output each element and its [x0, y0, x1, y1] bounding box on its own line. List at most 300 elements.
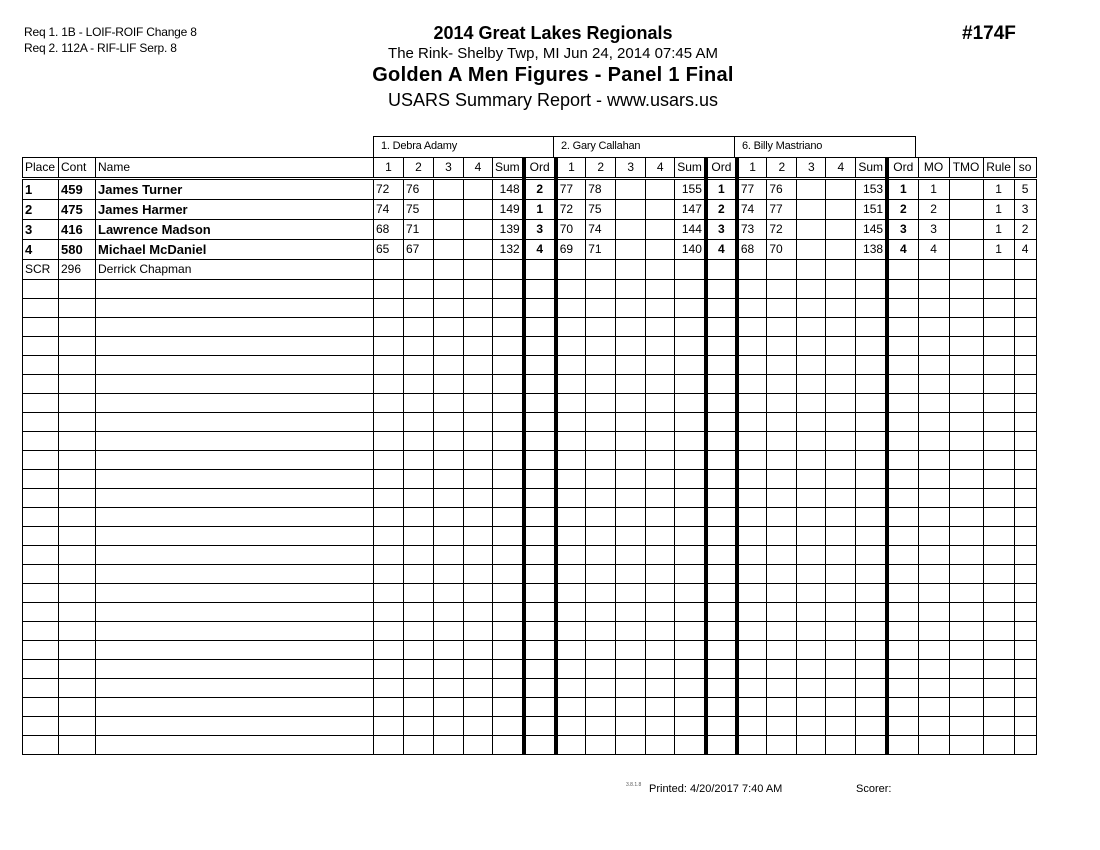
judge-1-score-cell: [434, 240, 464, 260]
empty-cell: [586, 736, 616, 755]
empty-cell: [23, 546, 59, 565]
empty-cell: [675, 641, 706, 660]
empty-cell: [826, 299, 856, 318]
empty-cell: [737, 584, 767, 603]
empty-cell: [949, 641, 983, 660]
empty-cell: [675, 603, 706, 622]
empty-row: [23, 565, 1037, 584]
empty-cell: [737, 679, 767, 698]
empty-cell: [556, 375, 586, 394]
requirement-1: Req 1. 1B - LOIF-ROIF Change 8: [24, 25, 197, 39]
empty-cell: [586, 318, 616, 337]
empty-cell: [59, 280, 96, 299]
empty-cell: [616, 356, 646, 375]
empty-cell: [556, 394, 586, 413]
empty-cell: [1014, 356, 1036, 375]
col-header-j2-2: 2: [586, 158, 616, 179]
empty-cell: [616, 527, 646, 546]
empty-cell: [949, 489, 983, 508]
judge-2-score-cell: 74: [586, 220, 616, 240]
judge-2-score-cell: [675, 260, 706, 280]
empty-cell: [556, 470, 586, 489]
empty-cell: [524, 280, 556, 299]
empty-cell: [524, 375, 556, 394]
judge-header-1: 1. Debra Adamy: [373, 136, 554, 157]
empty-cell: [493, 546, 524, 565]
empty-cell: [949, 660, 983, 679]
empty-cell: [887, 698, 918, 717]
empty-cell: [918, 451, 949, 470]
empty-cell: [1014, 698, 1036, 717]
empty-cell: [524, 451, 556, 470]
judge-2-score-cell: [616, 220, 646, 240]
empty-row: [23, 432, 1037, 451]
empty-cell: [737, 299, 767, 318]
empty-cell: [404, 736, 434, 755]
table-header-row: [23, 158, 1037, 179]
judge-1-score-cell: [464, 200, 493, 220]
empty-cell: [493, 717, 524, 736]
empty-cell: [23, 394, 59, 413]
empty-cell: [96, 489, 374, 508]
col-header-tmo: TMO: [949, 158, 983, 179]
judge-2-score-cell: 4: [706, 240, 737, 260]
empty-cell: [59, 337, 96, 356]
tmo-cell: [949, 200, 983, 220]
empty-cell: [797, 565, 826, 584]
empty-cell: [23, 698, 59, 717]
empty-cell: [767, 603, 797, 622]
empty-cell: [404, 527, 434, 546]
empty-cell: [983, 660, 1014, 679]
empty-cell: [767, 565, 797, 584]
empty-cell: [675, 698, 706, 717]
judge-2-score-cell: 72: [556, 200, 586, 220]
judge-2-score-cell: [616, 200, 646, 220]
empty-cell: [556, 337, 586, 356]
empty-cell: [493, 280, 524, 299]
empty-cell: [826, 717, 856, 736]
empty-cell: [856, 679, 887, 698]
empty-cell: [404, 698, 434, 717]
empty-cell: [556, 660, 586, 679]
empty-cell: [887, 622, 918, 641]
judge-2-score-cell: 71: [586, 240, 616, 260]
empty-cell: [96, 736, 374, 755]
empty-cell: [434, 337, 464, 356]
empty-cell: [675, 318, 706, 337]
empty-cell: [1014, 584, 1036, 603]
empty-cell: [887, 660, 918, 679]
empty-cell: [706, 375, 737, 394]
empty-cell: [949, 318, 983, 337]
empty-cell: [856, 337, 887, 356]
cont-cell: 580: [59, 240, 96, 260]
place-cell: 4: [23, 240, 59, 260]
judge-2-score-cell: [646, 220, 675, 240]
empty-cell: [706, 318, 737, 337]
judge-1-score-cell: [464, 260, 493, 280]
empty-cell: [96, 565, 374, 584]
empty-cell: [1014, 489, 1036, 508]
empty-row: [23, 470, 1037, 489]
empty-cell: [737, 280, 767, 299]
judge-3-score-cell: [826, 220, 856, 240]
so-cell: 4: [1014, 240, 1036, 260]
empty-cell: [586, 489, 616, 508]
empty-cell: [556, 584, 586, 603]
empty-cell: [556, 565, 586, 584]
empty-cell: [586, 432, 616, 451]
empty-cell: [675, 375, 706, 394]
empty-cell: [1014, 413, 1036, 432]
empty-cell: [556, 356, 586, 375]
empty-cell: [434, 736, 464, 755]
empty-cell: [856, 299, 887, 318]
empty-cell: [646, 508, 675, 527]
judge-1-score-cell: 149: [493, 200, 524, 220]
empty-cell: [856, 622, 887, 641]
empty-cell: [1014, 660, 1036, 679]
empty-cell: [675, 660, 706, 679]
empty-cell: [887, 641, 918, 660]
judge-3-score-cell: [826, 200, 856, 220]
empty-cell: [706, 641, 737, 660]
empty-cell: [374, 394, 404, 413]
empty-cell: [856, 660, 887, 679]
empty-cell: [1014, 679, 1036, 698]
judge-1-score-cell: [434, 220, 464, 240]
empty-cell: [96, 337, 374, 356]
empty-cell: [1014, 603, 1036, 622]
empty-cell: [949, 356, 983, 375]
empty-cell: [706, 622, 737, 641]
empty-cell: [646, 603, 675, 622]
empty-cell: [59, 470, 96, 489]
empty-cell: [616, 641, 646, 660]
empty-cell: [767, 508, 797, 527]
empty-cell: [434, 546, 464, 565]
empty-cell: [616, 698, 646, 717]
empty-cell: [949, 717, 983, 736]
empty-cell: [434, 717, 464, 736]
empty-cell: [646, 698, 675, 717]
empty-cell: [493, 679, 524, 698]
empty-cell: [706, 546, 737, 565]
empty-cell: [434, 698, 464, 717]
empty-cell: [616, 679, 646, 698]
judge-3-score-cell: [887, 260, 918, 280]
table-row: [23, 240, 1037, 260]
empty-cell: [826, 641, 856, 660]
empty-cell: [524, 698, 556, 717]
empty-cell: [646, 679, 675, 698]
empty-row: [23, 489, 1037, 508]
rule-cell: 1: [983, 240, 1014, 260]
empty-cell: [374, 413, 404, 432]
empty-cell: [464, 698, 493, 717]
empty-cell: [646, 432, 675, 451]
judge-1-score-cell: 4: [524, 240, 556, 260]
judge-1-score-cell: [434, 179, 464, 200]
empty-row: [23, 318, 1037, 337]
empty-cell: [616, 451, 646, 470]
empty-cell: [918, 641, 949, 660]
empty-cell: [675, 622, 706, 641]
empty-cell: [556, 489, 586, 508]
empty-cell: [797, 299, 826, 318]
empty-cell: [737, 356, 767, 375]
empty-cell: [96, 546, 374, 565]
empty-cell: [918, 413, 949, 432]
judge-2-score-cell: 147: [675, 200, 706, 220]
empty-cell: [96, 622, 374, 641]
judge-2-score-cell: [616, 179, 646, 200]
empty-cell: [887, 318, 918, 337]
empty-cell: [524, 394, 556, 413]
judge-3-score-cell: 4: [887, 240, 918, 260]
empty-cell: [96, 413, 374, 432]
empty-cell: [524, 679, 556, 698]
empty-cell: [586, 565, 616, 584]
report-title: USARS Summary Report - www.usars.us: [387, 90, 719, 110]
col-header-j2-1: 1: [556, 158, 586, 179]
empty-cell: [797, 698, 826, 717]
mo-cell: 1: [918, 179, 949, 200]
judge-2-score-cell: 75: [586, 200, 616, 220]
empty-cell: [949, 527, 983, 546]
empty-cell: [856, 698, 887, 717]
empty-cell: [23, 660, 59, 679]
empty-cell: [493, 470, 524, 489]
empty-cell: [23, 318, 59, 337]
empty-cell: [918, 527, 949, 546]
judge-3-score-cell: 70: [767, 240, 797, 260]
empty-cell: [1014, 337, 1036, 356]
empty-cell: [706, 470, 737, 489]
place-cell: 2: [23, 200, 59, 220]
empty-cell: [23, 280, 59, 299]
empty-cell: [646, 299, 675, 318]
name-cell: James Harmer: [96, 200, 374, 220]
empty-row: [23, 717, 1037, 736]
empty-cell: [949, 698, 983, 717]
col-header-j2-3: 3: [616, 158, 646, 179]
empty-cell: [767, 660, 797, 679]
empty-cell: [646, 736, 675, 755]
empty-cell: [983, 736, 1014, 755]
empty-cell: [983, 470, 1014, 489]
empty-cell: [586, 698, 616, 717]
empty-cell: [556, 413, 586, 432]
empty-cell: [464, 356, 493, 375]
empty-cell: [706, 451, 737, 470]
empty-cell: [524, 432, 556, 451]
judge-1-score-cell: [464, 220, 493, 240]
empty-cell: [826, 394, 856, 413]
col-header-j2-4: 4: [646, 158, 675, 179]
empty-cell: [23, 356, 59, 375]
empty-cell: [404, 717, 434, 736]
empty-cell: [616, 584, 646, 603]
name-cell: James Turner: [96, 179, 374, 200]
empty-cell: [59, 394, 96, 413]
empty-cell: [1014, 318, 1036, 337]
results-table: [22, 157, 1037, 755]
empty-row: [23, 603, 1037, 622]
empty-cell: [96, 432, 374, 451]
empty-cell: [797, 660, 826, 679]
judge-2-score-cell: [616, 260, 646, 280]
empty-cell: [23, 337, 59, 356]
empty-cell: [949, 394, 983, 413]
empty-cell: [646, 413, 675, 432]
empty-cell: [918, 584, 949, 603]
empty-cell: [1014, 375, 1036, 394]
judge-3-score-cell: 3: [887, 220, 918, 240]
empty-cell: [374, 337, 404, 356]
judge-2-score-cell: 1: [706, 179, 737, 200]
empty-cell: [983, 527, 1014, 546]
empty-cell: [493, 356, 524, 375]
empty-cell: [96, 280, 374, 299]
empty-cell: [675, 584, 706, 603]
empty-cell: [918, 660, 949, 679]
empty-cell: [96, 679, 374, 698]
empty-cell: [737, 451, 767, 470]
empty-cell: [983, 394, 1014, 413]
judge-2-score-cell: 3: [706, 220, 737, 240]
empty-cell: [404, 337, 434, 356]
empty-cell: [949, 565, 983, 584]
empty-cell: [918, 603, 949, 622]
empty-cell: [983, 546, 1014, 565]
empty-cell: [586, 470, 616, 489]
empty-cell: [949, 413, 983, 432]
table-row: [23, 220, 1037, 240]
empty-cell: [464, 508, 493, 527]
empty-cell: [493, 603, 524, 622]
empty-cell: [767, 337, 797, 356]
empty-cell: [706, 717, 737, 736]
judge-3-score-cell: [826, 179, 856, 200]
empty-cell: [737, 641, 767, 660]
empty-cell: [767, 375, 797, 394]
empty-cell: [646, 622, 675, 641]
empty-cell: [96, 394, 374, 413]
empty-cell: [493, 413, 524, 432]
empty-cell: [1014, 280, 1036, 299]
empty-cell: [1014, 641, 1036, 660]
judge-1-score-cell: 71: [404, 220, 434, 240]
empty-cell: [1014, 508, 1036, 527]
empty-cell: [1014, 527, 1036, 546]
empty-cell: [59, 375, 96, 394]
empty-cell: [826, 451, 856, 470]
empty-cell: [856, 736, 887, 755]
empty-cell: [767, 679, 797, 698]
empty-cell: [493, 565, 524, 584]
empty-cell: [59, 318, 96, 337]
empty-cell: [767, 470, 797, 489]
empty-cell: [675, 470, 706, 489]
empty-cell: [1014, 451, 1036, 470]
empty-cell: [826, 546, 856, 565]
empty-cell: [826, 470, 856, 489]
empty-cell: [983, 451, 1014, 470]
empty-cell: [675, 527, 706, 546]
col-header-j3-sum: Sum: [856, 158, 887, 179]
empty-cell: [706, 603, 737, 622]
name-cell: Lawrence Madson: [96, 220, 374, 240]
empty-cell: [524, 546, 556, 565]
empty-cell: [887, 413, 918, 432]
empty-cell: [524, 584, 556, 603]
empty-cell: [887, 337, 918, 356]
empty-cell: [737, 375, 767, 394]
empty-row: [23, 660, 1037, 679]
empty-cell: [464, 736, 493, 755]
empty-cell: [586, 717, 616, 736]
empty-cell: [887, 375, 918, 394]
judge-1-score-cell: 2: [524, 179, 556, 200]
empty-cell: [374, 299, 404, 318]
empty-cell: [464, 622, 493, 641]
empty-cell: [983, 337, 1014, 356]
empty-cell: [767, 318, 797, 337]
col-header-j2-sum: Sum: [675, 158, 706, 179]
empty-cell: [856, 527, 887, 546]
empty-cell: [767, 622, 797, 641]
empty-row: [23, 356, 1037, 375]
empty-cell: [23, 603, 59, 622]
empty-cell: [826, 337, 856, 356]
empty-cell: [586, 356, 616, 375]
empty-cell: [23, 299, 59, 318]
empty-cell: [464, 565, 493, 584]
judge-1-score-cell: 68: [374, 220, 404, 240]
empty-cell: [887, 717, 918, 736]
empty-cell: [96, 603, 374, 622]
empty-cell: [616, 299, 646, 318]
empty-cell: [374, 470, 404, 489]
empty-cell: [856, 584, 887, 603]
tmo-cell: [949, 220, 983, 240]
empty-cell: [556, 546, 586, 565]
empty-cell: [464, 337, 493, 356]
judge-1-score-cell: [404, 260, 434, 280]
empty-cell: [493, 508, 524, 527]
judge-3-score-cell: 145: [856, 220, 887, 240]
empty-cell: [1014, 565, 1036, 584]
empty-cell: [887, 546, 918, 565]
judge-1-score-cell: [493, 260, 524, 280]
empty-cell: [706, 508, 737, 527]
col-header-mo: MO: [918, 158, 949, 179]
judge-1-score-cell: 3: [524, 220, 556, 240]
empty-cell: [493, 660, 524, 679]
empty-cell: [887, 508, 918, 527]
col-header-j1-ord: Ord: [524, 158, 556, 179]
empty-cell: [556, 508, 586, 527]
empty-cell: [374, 717, 404, 736]
empty-cell: [797, 546, 826, 565]
empty-row: [23, 375, 1037, 394]
empty-cell: [404, 508, 434, 527]
empty-cell: [493, 375, 524, 394]
judge-3-score-cell: 1: [887, 179, 918, 200]
empty-cell: [374, 432, 404, 451]
